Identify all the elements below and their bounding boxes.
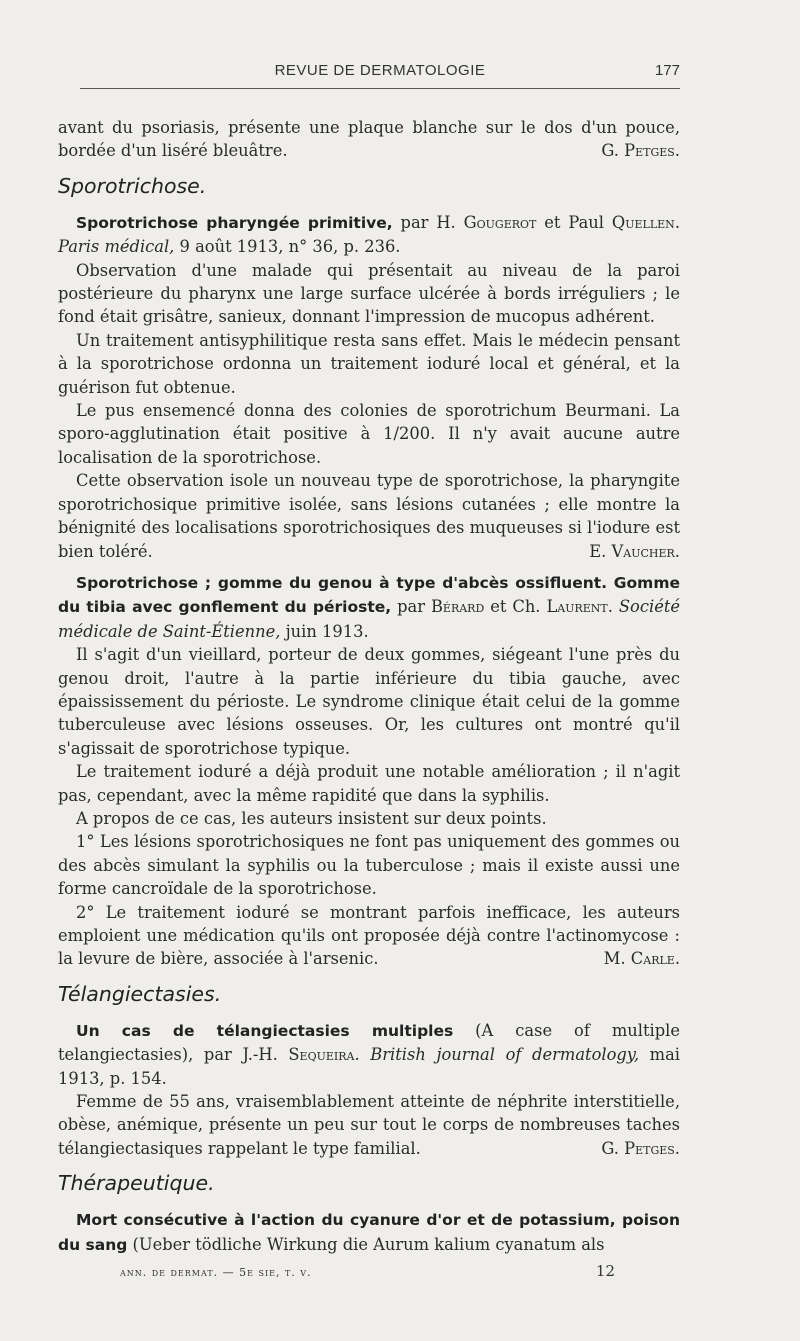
article-title: Mort consécutive à l'action du cyanure d'or et de potassium, poison du sang: [58, 1211, 680, 1254]
article-reference: Un cas de télangiectasies multiples (A case of multiple telangiectasies), par J.-H. Sequeira. British journal of dermatology, mai 1913, p. 154.: [58, 1020, 681, 1088]
author-name: Laurent: [546, 597, 608, 617]
footer-signature-mark: ann. de dermat. — 5e sie, t. v.: [120, 1266, 312, 1279]
paragraph: A propos de ce cas, les auteurs insistent sur deux points.: [76, 808, 547, 828]
signature: E. Vaucher.: [589, 541, 680, 561]
signature: G. Petges.: [601, 141, 680, 161]
journal-name: British journal of dermatology,: [370, 1045, 640, 1065]
signature: G. Petges.: [601, 1138, 680, 1158]
article-reference: Sporotrichose pharyngée primitive, par H. Gougerot et Paul Quellen. Paris médical, 9 août 1913, n° 36, p. 236.: [58, 212, 680, 257]
section-heading-telangiectasies: Télangiectasies.: [58, 981, 222, 1006]
paragraph: Il s'agit d'un vieillard, porteur de deux gommes, siégeant l'une près du genou droit, l'autre à la partie inférieure du tibia gauche, avec épaississement du périoste. Le syndrome clinique était celui de la gomme tuberculeuse avec lésions osseuses. Or, les cultures ont montré qu'il s'agissait de sporotrichose typique.: [58, 645, 680, 758]
paragraph: Le traitement ioduré a déjà produit une notable amélioration ; il n'agit pas, cependant, avec la même rapidité que dans la syphilis.: [58, 762, 680, 805]
article-title: Sporotrichose pharyngée primitive,: [76, 213, 393, 232]
page-number: 177: [654, 62, 680, 79]
author-name: Gougerot: [463, 212, 537, 232]
author-name: Quellen: [611, 212, 675, 232]
article-title: Sporotrichose ; gomme du genou à type d'abcès ossifluent. Gomme du tibia avec gonflement du périoste,: [58, 573, 680, 617]
section-heading-therapeutique: Thérapeutique.: [58, 1171, 215, 1196]
paragraph: Un traitement antisyphilitique resta sans effet. Mais le médecin pensant à la sporotrichose ordonna un traitement ioduré local et général, et la guérison fut obtenue.: [58, 330, 680, 397]
paragraph: Observation d'une malade qui présentait au niveau de la paroi postérieure du pharynx une large surface ulcérée à bords irréguliers ; le fond était grisâtre, sanieux, donnant l'impression de mucopus adhérent.: [58, 260, 680, 327]
footer-sheet-number: 12: [595, 1262, 615, 1280]
paragraph: Femme de 55 ans, vraisemblablement atteinte de néphrite interstitielle, obèse, anémique, présente un peu sur tout le corps de nombreuses taches télangiectasiques rappelant le type familial. G. Petges.: [58, 1090, 680, 1160]
journal-name: Paris médical,: [58, 237, 175, 257]
section-heading-sporotrichose: Sporotrichose.: [58, 173, 207, 198]
paragraph: Cette observation isole un nouveau type de sporotrichose, la pharyngite sporotrichosique primitive isolée, sans lésions cutanées ; elle montre la bénignité des localisations sporotrichosiques des muqueuses si l'iodure est bien toléré. E. Vaucher.: [58, 469, 680, 563]
running-header: [80, 62, 680, 89]
intro-paragraph: avant du psoriasis, présente une plaque blanche sur le dos d'un pouce, bordée d'un liséré bleuâtre. G. Petges.: [58, 116, 680, 163]
article-reference: Mort consécutive à l'action du cyanure d'or et de potassium, poison du sang (Ueber tödliche Wirkung die Aurum kalium cyanatum als: [58, 1211, 680, 1254]
footer: [120, 1262, 615, 1280]
article-reference: Sporotrichose ; gomme du genou à type d'abcès ossifluent. Gomme du tibia avec gonflement du périoste, par Bérard et Ch. Laurent. Société médicale de Saint-Étienne, juin 1913.: [58, 573, 681, 641]
article-title: Un cas de télangiectasies multiples: [76, 1021, 454, 1040]
paragraph: Le pus ensemencé donna des colonies de sporotrichum Beurmani. La sporo-agglutination était positive à 1/200. Il n'y avait aucune autre localisation de la sporotrichose.: [58, 401, 680, 467]
signature: M. Carle.: [603, 949, 680, 969]
journal-title: REVUE DE DERMATOLOGIE: [274, 62, 486, 79]
author-name: Bérard: [430, 597, 485, 617]
paragraph: 1° Les lésions sporotrichosiques ne font pas uniquement des gommes ou des abcès simulant la syphilis ou la tuberculose ; mais il existe aussi une forme cancroïdale de la sporotrichose.: [58, 832, 680, 899]
author-name: Sequeira: [288, 1045, 355, 1065]
journal-name: Société médicale de Saint-Étienne,: [58, 597, 681, 641]
page-body: [58, 116, 680, 1257]
paragraph: 2° Le traitement ioduré se montrant parfois inefficace, les auteurs emploient une médication qu'ils ont proposée déjà contre l'actinomycose : la levure de bière, associée à l'arsenic. M. Carle.: [58, 901, 680, 971]
